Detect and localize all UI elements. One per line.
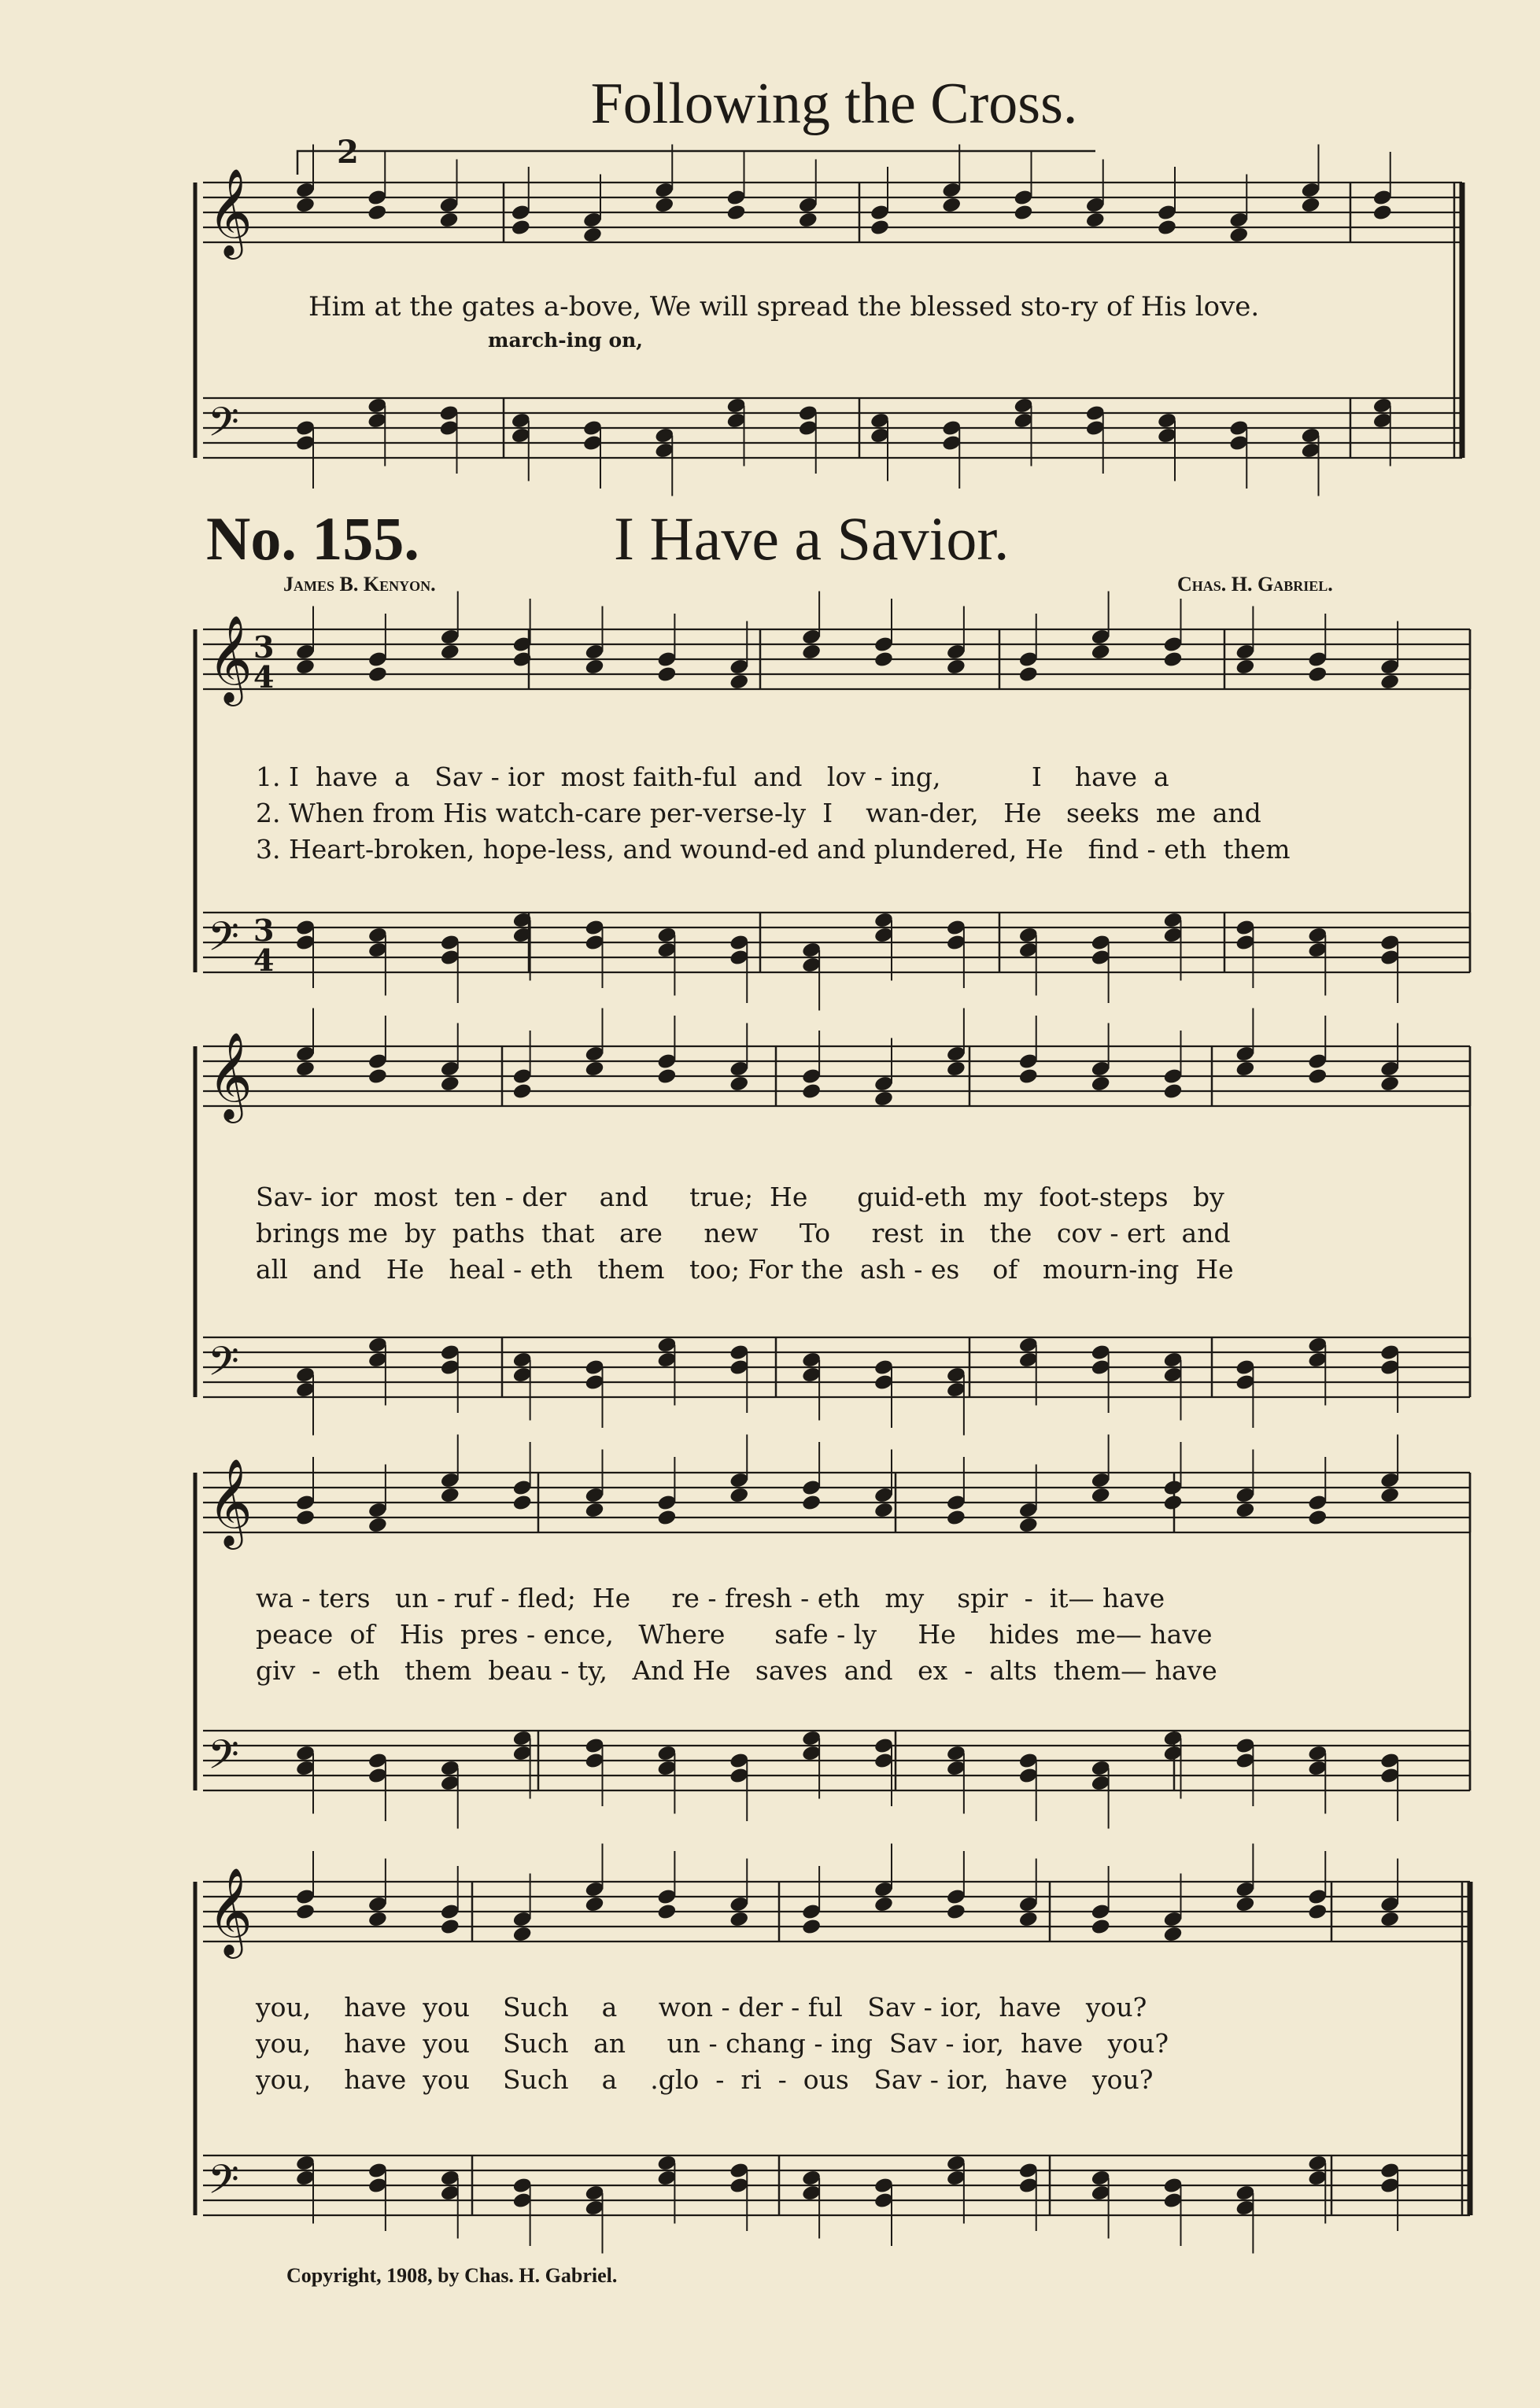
note-head — [1379, 1486, 1400, 1504]
note-head — [1300, 196, 1320, 214]
bass-clef: 𝄢 — [208, 398, 239, 455]
note-head — [1162, 1082, 1183, 1101]
bass-clef: 𝄢 — [208, 1337, 239, 1395]
note-head — [1235, 1895, 1255, 1913]
note-head — [1091, 1075, 1111, 1093]
note-head — [295, 1903, 316, 1921]
bass-clef: 𝄢 — [208, 913, 239, 970]
note-head — [941, 196, 962, 214]
note-head — [1379, 1075, 1400, 1093]
note-head — [295, 1509, 316, 1527]
note-head — [1379, 673, 1400, 691]
lyric-line: giv - eth them beau - ty, And He saves and ex - alts them— have — [256, 1655, 1217, 1686]
note-head — [729, 673, 749, 691]
time-signature: 3 — [253, 629, 275, 665]
bass-clef: 𝄢 — [208, 1731, 239, 1788]
copyright-notice: Copyright, 1908, by Chas. H. Gabriel. — [286, 2264, 618, 2287]
note-head — [512, 1494, 533, 1512]
note-head — [367, 204, 387, 222]
treble-clef: 𝄞 — [208, 1458, 253, 1546]
note-head — [656, 1509, 677, 1527]
note-head — [440, 1486, 460, 1504]
note-head — [440, 643, 460, 661]
note-head — [367, 1910, 388, 1928]
note-head — [873, 651, 894, 669]
note-head — [870, 219, 890, 237]
note-head — [946, 658, 966, 676]
note-head — [873, 1090, 894, 1108]
note-head — [1379, 1910, 1400, 1928]
note-head — [584, 1060, 604, 1078]
note-head — [729, 1075, 749, 1093]
author-credit: James B. Kenyon. — [283, 573, 436, 596]
time-signature: 4 — [253, 942, 275, 978]
note-head — [367, 1068, 388, 1086]
verse-marker: 2 — [337, 134, 359, 171]
lyric-line: 1. I have a Sav - ior most faith-ful and lov - ing, I have a — [256, 761, 1169, 792]
lyric-line: you, have you Such an un - chang - ing Sav - ior, have you? — [256, 2028, 1169, 2059]
note-head — [512, 1925, 533, 1943]
treble-clef: 𝄞 — [208, 168, 253, 256]
prev-hymn-bass-lyric: march-ing on, — [488, 329, 644, 352]
note-head — [1235, 1060, 1255, 1078]
note-head — [654, 196, 674, 214]
note-head — [726, 204, 746, 222]
composer-credit: Chas. H. Gabriel. — [1177, 573, 1333, 596]
lyric-line: all and He heal - eth them too; For the ash - es of mourn-ing He — [256, 1254, 1234, 1285]
note-head — [1085, 211, 1106, 229]
note-head — [1235, 658, 1255, 676]
note-head — [946, 1060, 966, 1078]
note-head — [1228, 226, 1249, 244]
note-head — [801, 643, 822, 661]
note-head — [440, 1075, 460, 1093]
note-head — [873, 1501, 894, 1519]
note-head — [584, 1895, 604, 1913]
time-signature: 3 — [253, 913, 275, 948]
note-head — [295, 658, 316, 676]
treble-clef: 𝄞 — [208, 1031, 253, 1119]
note-head — [1091, 643, 1111, 661]
note-head — [1162, 651, 1183, 669]
time-signature: 4 — [253, 659, 275, 695]
note-head — [729, 1910, 749, 1928]
note-head — [873, 1895, 894, 1913]
note-head — [1091, 1486, 1111, 1504]
note-head — [582, 226, 603, 244]
note-head — [1157, 219, 1177, 237]
note-head — [1018, 666, 1039, 684]
note-head — [946, 1509, 966, 1527]
note-head — [512, 1082, 533, 1101]
lyric-line: wa - ters un - ruf - fled; He re - fresh - eth my spir - it— have — [256, 1583, 1165, 1613]
treble-clef: 𝄞 — [208, 614, 253, 702]
note-head — [946, 1903, 966, 1921]
prev-hymn-title: Following the Cross. — [590, 72, 1078, 136]
note-head — [440, 1918, 460, 1936]
bass-clef: 𝄢 — [208, 2155, 239, 2213]
note-head — [1091, 1918, 1111, 1936]
note-head — [656, 1068, 677, 1086]
note-head — [1018, 1068, 1039, 1086]
note-head — [1372, 204, 1393, 222]
note-head — [1162, 1925, 1183, 1943]
prev-hymn-lyric: Him at the gates a-bove, We will spread the blessed sto-ry of His love. — [308, 291, 1260, 323]
lyric-line: you, have you Such a .glo - ri - ous Sav - ior, have you? — [256, 2064, 1154, 2095]
note-head — [1018, 1516, 1039, 1534]
lyric-line: Sav- ior most ten - der and true; He guid-eth my foot-steps by — [256, 1182, 1224, 1212]
note-head — [1162, 1494, 1183, 1512]
note-head — [367, 666, 388, 684]
note-head — [1307, 1068, 1328, 1086]
note-head — [367, 1516, 388, 1534]
note-head — [801, 1494, 822, 1512]
note-head — [1307, 1509, 1328, 1527]
note-head — [1013, 204, 1033, 222]
note-head — [1018, 1910, 1039, 1928]
lyric-line: brings me by paths that are new To rest in the cov - ert and — [256, 1218, 1231, 1248]
note-head — [798, 211, 818, 229]
note-head — [729, 1486, 749, 1504]
note-head — [801, 1082, 822, 1101]
note-head — [801, 1918, 822, 1936]
note-head — [295, 196, 316, 214]
note-head — [1235, 1501, 1255, 1519]
verse-bracket — [297, 151, 1095, 175]
lyric-line: you, have you Such a won - der - ful Sav - ior, have you? — [256, 1992, 1147, 2023]
note-head — [295, 1060, 316, 1078]
treble-clef: 𝄞 — [208, 1867, 253, 1955]
hymn-number: No. 155. — [206, 504, 419, 573]
note-head — [584, 658, 604, 676]
note-head — [1307, 666, 1328, 684]
lyric-line: peace of His pres - ence, Where safe - ly He hides me— have — [256, 1619, 1213, 1650]
note-head — [584, 1501, 604, 1519]
note-head — [511, 219, 531, 237]
lyric-line: 3. Heart-broken, hope-less, and wound-ed and plundered, He find - eth them — [256, 834, 1291, 865]
note-head — [438, 211, 459, 229]
note-head — [1307, 1903, 1328, 1921]
hymn-title: I Have a Savior. — [614, 504, 1010, 573]
note-head — [656, 666, 677, 684]
lyric-line: 2. When from His watch-care per-verse-ly I wan-der, He seeks me and — [256, 798, 1261, 828]
note-head — [656, 1903, 677, 1921]
